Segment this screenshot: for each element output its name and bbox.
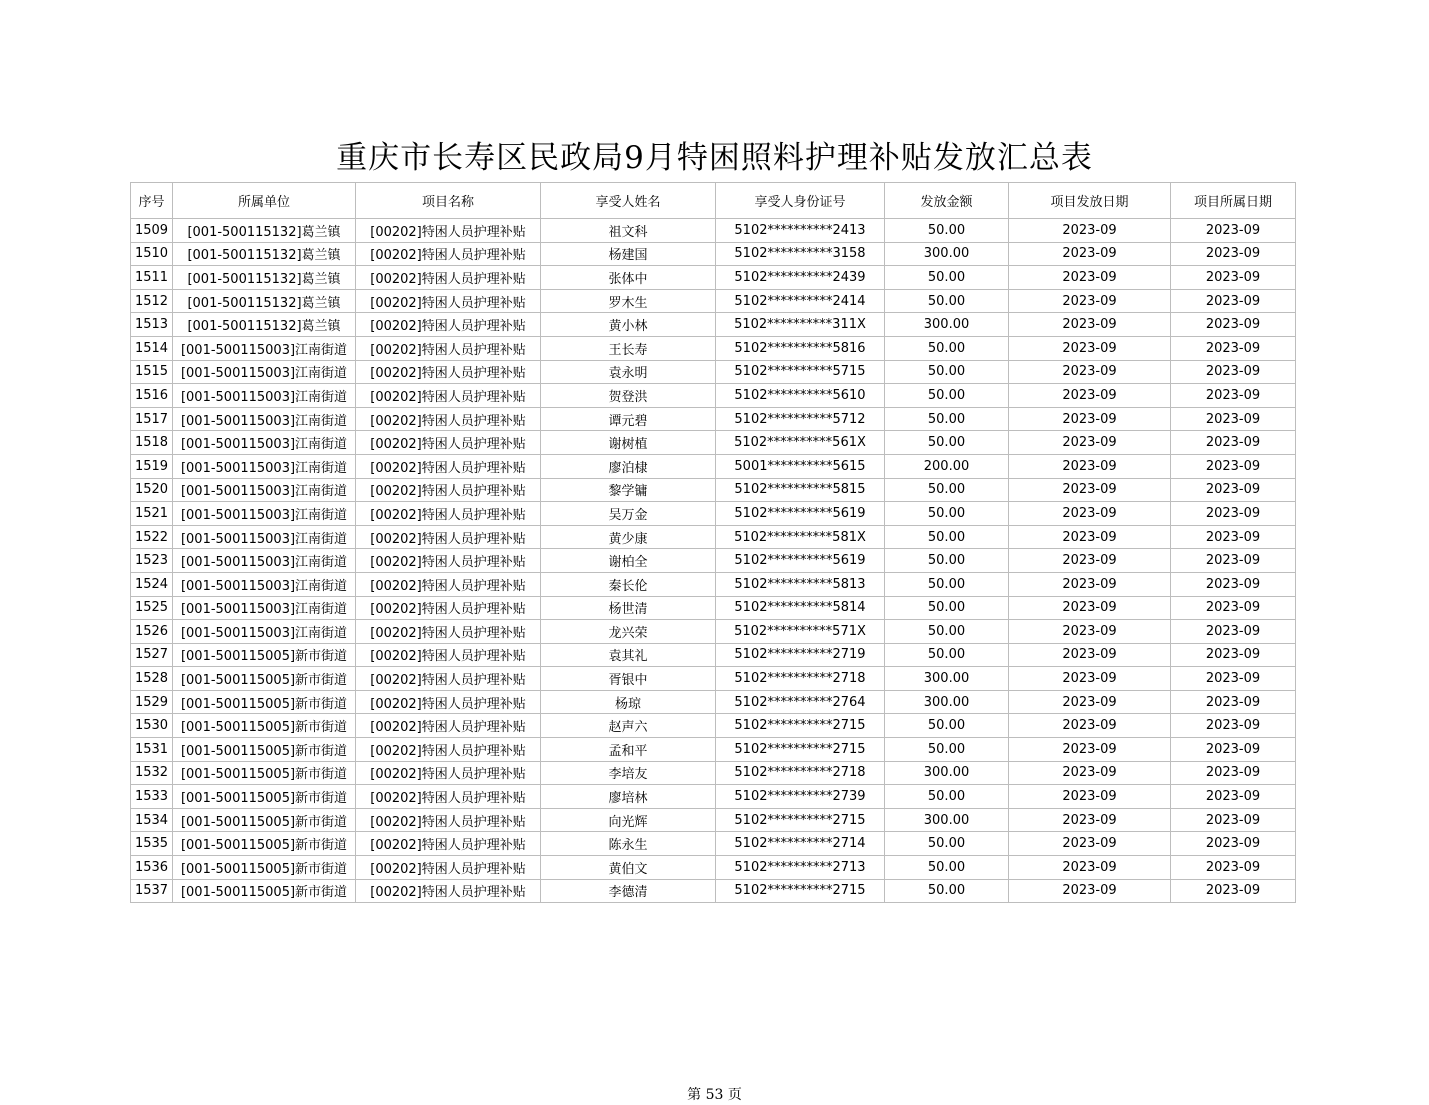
issue-date-cell: 2023-09 [1009, 879, 1171, 903]
row-index: 1524 [131, 572, 173, 596]
project-cell: [00202]特困人员护理补贴 [356, 478, 541, 502]
id-number-cell: 5102**********5815 [716, 478, 885, 502]
period-date-cell: 2023-09 [1171, 832, 1296, 856]
table-body [131, 219, 1296, 903]
col-header-index: 序号 [131, 183, 173, 219]
amount-cell: 300.00 [885, 761, 1009, 785]
amount-cell: 300.00 [885, 808, 1009, 832]
table-row [131, 738, 1296, 762]
project-cell: [00202]特困人员护理补贴 [356, 360, 541, 384]
id-number-cell: 5102**********5619 [716, 549, 885, 573]
amount-cell: 300.00 [885, 313, 1009, 337]
recipient-name-cell: 谭元碧 [541, 407, 716, 431]
subsidy-table [130, 182, 1296, 903]
unit-cell: [001-500115003]江南街道 [173, 572, 356, 596]
issue-date-cell: 2023-09 [1009, 761, 1171, 785]
unit-cell: [001-500115132]葛兰镇 [173, 289, 356, 313]
recipient-name-cell: 祖文科 [541, 219, 716, 243]
period-date-cell: 2023-09 [1171, 549, 1296, 573]
table-row [131, 549, 1296, 573]
unit-cell: [001-500115005]新市街道 [173, 643, 356, 667]
recipient-name-cell: 谢柏全 [541, 549, 716, 573]
period-date-cell: 2023-09 [1171, 785, 1296, 809]
col-header-amount: 发放金额 [885, 183, 1009, 219]
project-cell: [00202]特困人员护理补贴 [356, 454, 541, 478]
amount-cell: 50.00 [885, 478, 1009, 502]
issue-date-cell: 2023-09 [1009, 289, 1171, 313]
row-index: 1514 [131, 336, 173, 360]
amount-cell: 50.00 [885, 407, 1009, 431]
id-number-cell: 5102**********571X [716, 620, 885, 644]
project-cell: [00202]特困人员护理补贴 [356, 785, 541, 809]
id-number-cell: 5102**********3158 [716, 242, 885, 266]
recipient-name-cell: 贺登洪 [541, 384, 716, 408]
col-header-period-date: 项目所属日期 [1171, 183, 1296, 219]
table-row [131, 832, 1296, 856]
table-row [131, 360, 1296, 384]
period-date-cell: 2023-09 [1171, 266, 1296, 290]
project-cell: [00202]特困人员护理补贴 [356, 525, 541, 549]
row-index: 1513 [131, 313, 173, 337]
issue-date-cell: 2023-09 [1009, 360, 1171, 384]
table-row [131, 407, 1296, 431]
row-index: 1534 [131, 808, 173, 832]
project-cell: [00202]特困人员护理补贴 [356, 596, 541, 620]
project-cell: [00202]特困人员护理补贴 [356, 502, 541, 526]
issue-date-cell: 2023-09 [1009, 808, 1171, 832]
row-index: 1537 [131, 879, 173, 903]
table-row [131, 525, 1296, 549]
recipient-name-cell: 秦长伦 [541, 572, 716, 596]
issue-date-cell: 2023-09 [1009, 454, 1171, 478]
id-number-cell: 5102**********5712 [716, 407, 885, 431]
row-index: 1528 [131, 667, 173, 691]
amount-cell: 50.00 [885, 502, 1009, 526]
id-number-cell: 5102**********2714 [716, 832, 885, 856]
issue-date-cell: 2023-09 [1009, 219, 1171, 243]
issue-date-cell: 2023-09 [1009, 431, 1171, 455]
unit-cell: [001-500115003]江南街道 [173, 549, 356, 573]
project-cell: [00202]特困人员护理补贴 [356, 690, 541, 714]
project-cell: [00202]特困人员护理补贴 [356, 856, 541, 880]
table-row [131, 808, 1296, 832]
id-number-cell: 5102**********2739 [716, 785, 885, 809]
amount-cell: 50.00 [885, 832, 1009, 856]
project-cell: [00202]特困人员护理补贴 [356, 667, 541, 691]
unit-cell: [001-500115005]新市街道 [173, 832, 356, 856]
row-index: 1525 [131, 596, 173, 620]
amount-cell: 50.00 [885, 643, 1009, 667]
row-index: 1511 [131, 266, 173, 290]
project-cell: [00202]特困人员护理补贴 [356, 879, 541, 903]
amount-cell: 50.00 [885, 596, 1009, 620]
table-header-row [131, 183, 1296, 219]
recipient-name-cell: 孟和平 [541, 738, 716, 762]
issue-date-cell: 2023-09 [1009, 242, 1171, 266]
period-date-cell: 2023-09 [1171, 808, 1296, 832]
amount-cell: 50.00 [885, 336, 1009, 360]
unit-cell: [001-500115132]葛兰镇 [173, 242, 356, 266]
table-row [131, 761, 1296, 785]
row-index: 1526 [131, 620, 173, 644]
row-index: 1533 [131, 785, 173, 809]
project-cell: [00202]特困人员护理补贴 [356, 289, 541, 313]
recipient-name-cell: 赵声六 [541, 714, 716, 738]
unit-cell: [001-500115003]江南街道 [173, 525, 356, 549]
id-number-cell: 5102**********2718 [716, 761, 885, 785]
amount-cell: 50.00 [885, 856, 1009, 880]
issue-date-cell: 2023-09 [1009, 738, 1171, 762]
project-cell: [00202]特困人员护理补贴 [356, 431, 541, 455]
recipient-name-cell: 李培友 [541, 761, 716, 785]
unit-cell: [001-500115003]江南街道 [173, 336, 356, 360]
row-index: 1510 [131, 242, 173, 266]
recipient-name-cell: 袁永明 [541, 360, 716, 384]
id-number-cell: 5102**********2719 [716, 643, 885, 667]
id-number-cell: 5102**********5610 [716, 384, 885, 408]
unit-cell: [001-500115005]新市街道 [173, 785, 356, 809]
period-date-cell: 2023-09 [1171, 761, 1296, 785]
recipient-name-cell: 陈永生 [541, 832, 716, 856]
issue-date-cell: 2023-09 [1009, 313, 1171, 337]
row-index: 1519 [131, 454, 173, 478]
id-number-cell: 5102**********2715 [716, 808, 885, 832]
issue-date-cell: 2023-09 [1009, 856, 1171, 880]
row-index: 1536 [131, 856, 173, 880]
amount-cell: 50.00 [885, 549, 1009, 573]
issue-date-cell: 2023-09 [1009, 407, 1171, 431]
col-header-issue-date: 项目发放日期 [1009, 183, 1171, 219]
recipient-name-cell: 李德清 [541, 879, 716, 903]
unit-cell: [001-500115132]葛兰镇 [173, 266, 356, 290]
period-date-cell: 2023-09 [1171, 643, 1296, 667]
table-row [131, 620, 1296, 644]
unit-cell: [001-500115003]江南街道 [173, 596, 356, 620]
issue-date-cell: 2023-09 [1009, 572, 1171, 596]
period-date-cell: 2023-09 [1171, 738, 1296, 762]
table-row [131, 289, 1296, 313]
issue-date-cell: 2023-09 [1009, 502, 1171, 526]
amount-cell: 50.00 [885, 289, 1009, 313]
row-index: 1529 [131, 690, 173, 714]
project-cell: [00202]特困人员护理补贴 [356, 549, 541, 573]
issue-date-cell: 2023-09 [1009, 667, 1171, 691]
recipient-name-cell: 罗木生 [541, 289, 716, 313]
id-number-cell: 5102**********2413 [716, 219, 885, 243]
amount-cell: 50.00 [885, 714, 1009, 738]
table-row [131, 690, 1296, 714]
table-row [131, 266, 1296, 290]
table-row [131, 879, 1296, 903]
row-index: 1531 [131, 738, 173, 762]
unit-cell: [001-500115132]葛兰镇 [173, 313, 356, 337]
unit-cell: [001-500115005]新市街道 [173, 714, 356, 738]
project-cell: [00202]特困人员护理补贴 [356, 219, 541, 243]
period-date-cell: 2023-09 [1171, 714, 1296, 738]
issue-date-cell: 2023-09 [1009, 549, 1171, 573]
col-header-recipient-name: 享受人姓名 [541, 183, 716, 219]
project-cell: [00202]特困人员护理补贴 [356, 313, 541, 337]
project-cell: [00202]特困人员护理补贴 [356, 620, 541, 644]
unit-cell: [001-500115003]江南街道 [173, 620, 356, 644]
amount-cell: 50.00 [885, 384, 1009, 408]
issue-date-cell: 2023-09 [1009, 643, 1171, 667]
period-date-cell: 2023-09 [1171, 502, 1296, 526]
issue-date-cell: 2023-09 [1009, 690, 1171, 714]
project-cell: [00202]特困人员护理补贴 [356, 242, 541, 266]
col-header-unit: 所属单位 [173, 183, 356, 219]
row-index: 1530 [131, 714, 173, 738]
period-date-cell: 2023-09 [1171, 690, 1296, 714]
id-number-cell: 5102**********581X [716, 525, 885, 549]
table-row [131, 384, 1296, 408]
amount-cell: 200.00 [885, 454, 1009, 478]
project-cell: [00202]特困人员护理补贴 [356, 384, 541, 408]
id-number-cell: 5102**********2764 [716, 690, 885, 714]
row-index: 1512 [131, 289, 173, 313]
row-index: 1517 [131, 407, 173, 431]
id-number-cell: 5102**********561X [716, 431, 885, 455]
issue-date-cell: 2023-09 [1009, 384, 1171, 408]
document-title: 重庆市长寿区民政局9月特困照料护理补贴发放汇总表 [336, 140, 1093, 176]
id-number-cell: 5102**********5715 [716, 360, 885, 384]
project-cell: [00202]特困人员护理补贴 [356, 761, 541, 785]
unit-cell: [001-500115005]新市街道 [173, 690, 356, 714]
col-header-id-number: 享受人身份证号 [716, 183, 885, 219]
amount-cell: 300.00 [885, 242, 1009, 266]
amount-cell: 300.00 [885, 690, 1009, 714]
amount-cell: 50.00 [885, 266, 1009, 290]
recipient-name-cell: 袁其礼 [541, 643, 716, 667]
amount-cell: 50.00 [885, 572, 1009, 596]
id-number-cell: 5102**********2715 [716, 879, 885, 903]
unit-cell: [001-500115003]江南街道 [173, 384, 356, 408]
table-row [131, 667, 1296, 691]
period-date-cell: 2023-09 [1171, 620, 1296, 644]
unit-cell: [001-500115003]江南街道 [173, 478, 356, 502]
amount-cell: 50.00 [885, 879, 1009, 903]
project-cell: [00202]特困人员护理补贴 [356, 572, 541, 596]
amount-cell: 50.00 [885, 219, 1009, 243]
id-number-cell: 5001**********5615 [716, 454, 885, 478]
recipient-name-cell: 向光辉 [541, 808, 716, 832]
table-row [131, 714, 1296, 738]
period-date-cell: 2023-09 [1171, 431, 1296, 455]
id-number-cell: 5102**********2439 [716, 266, 885, 290]
recipient-name-cell: 黄少康 [541, 525, 716, 549]
issue-date-cell: 2023-09 [1009, 525, 1171, 549]
id-number-cell: 5102**********2718 [716, 667, 885, 691]
row-index: 1527 [131, 643, 173, 667]
recipient-name-cell: 廖培林 [541, 785, 716, 809]
period-date-cell: 2023-09 [1171, 313, 1296, 337]
row-index: 1521 [131, 502, 173, 526]
period-date-cell: 2023-09 [1171, 336, 1296, 360]
unit-cell: [001-500115005]新市街道 [173, 879, 356, 903]
recipient-name-cell: 谢树植 [541, 431, 716, 455]
recipient-name-cell: 王长寿 [541, 336, 716, 360]
issue-date-cell: 2023-09 [1009, 832, 1171, 856]
amount-cell: 50.00 [885, 738, 1009, 762]
id-number-cell: 5102**********2713 [716, 856, 885, 880]
amount-cell: 300.00 [885, 667, 1009, 691]
period-date-cell: 2023-09 [1171, 219, 1296, 243]
period-date-cell: 2023-09 [1171, 879, 1296, 903]
recipient-name-cell: 黄伯文 [541, 856, 716, 880]
project-cell: [00202]特困人员护理补贴 [356, 808, 541, 832]
period-date-cell: 2023-09 [1171, 384, 1296, 408]
row-index: 1520 [131, 478, 173, 502]
recipient-name-cell: 杨建国 [541, 242, 716, 266]
table-row [131, 431, 1296, 455]
amount-cell: 50.00 [885, 431, 1009, 455]
period-date-cell: 2023-09 [1171, 360, 1296, 384]
recipient-name-cell: 杨世清 [541, 596, 716, 620]
row-index: 1522 [131, 525, 173, 549]
amount-cell: 50.00 [885, 620, 1009, 644]
table-row [131, 478, 1296, 502]
table-row [131, 596, 1296, 620]
id-number-cell: 5102**********2414 [716, 289, 885, 313]
unit-cell: [001-500115005]新市街道 [173, 808, 356, 832]
unit-cell: [001-500115005]新市街道 [173, 738, 356, 762]
recipient-name-cell: 吴万金 [541, 502, 716, 526]
unit-cell: [001-500115003]江南街道 [173, 502, 356, 526]
row-index: 1515 [131, 360, 173, 384]
col-header-project: 项目名称 [356, 183, 541, 219]
row-index: 1532 [131, 761, 173, 785]
project-cell: [00202]特困人员护理补贴 [356, 336, 541, 360]
project-cell: [00202]特困人员护理补贴 [356, 266, 541, 290]
id-number-cell: 5102**********5619 [716, 502, 885, 526]
unit-cell: [001-500115005]新市街道 [173, 856, 356, 880]
recipient-name-cell: 黄小林 [541, 313, 716, 337]
unit-cell: [001-500115003]江南街道 [173, 454, 356, 478]
recipient-name-cell: 廖泊棣 [541, 454, 716, 478]
recipient-name-cell: 张体中 [541, 266, 716, 290]
issue-date-cell: 2023-09 [1009, 785, 1171, 809]
table-row [131, 219, 1296, 243]
row-index: 1535 [131, 832, 173, 856]
unit-cell: [001-500115003]江南街道 [173, 431, 356, 455]
period-date-cell: 2023-09 [1171, 667, 1296, 691]
page-number: 第 53 页 [687, 1087, 742, 1103]
period-date-cell: 2023-09 [1171, 407, 1296, 431]
id-number-cell: 5102**********5813 [716, 572, 885, 596]
row-index: 1516 [131, 384, 173, 408]
row-index: 1509 [131, 219, 173, 243]
issue-date-cell: 2023-09 [1009, 266, 1171, 290]
table-row [131, 502, 1296, 526]
unit-cell: [001-500115003]江南街道 [173, 360, 356, 384]
row-index: 1523 [131, 549, 173, 573]
unit-cell: [001-500115003]江南街道 [173, 407, 356, 431]
issue-date-cell: 2023-09 [1009, 596, 1171, 620]
table-row [131, 313, 1296, 337]
amount-cell: 50.00 [885, 525, 1009, 549]
period-date-cell: 2023-09 [1171, 242, 1296, 266]
row-index: 1518 [131, 431, 173, 455]
amount-cell: 50.00 [885, 785, 1009, 809]
table-row [131, 572, 1296, 596]
table-row [131, 643, 1296, 667]
id-number-cell: 5102**********5816 [716, 336, 885, 360]
period-date-cell: 2023-09 [1171, 572, 1296, 596]
id-number-cell: 5102**********2715 [716, 738, 885, 762]
table-row [131, 856, 1296, 880]
recipient-name-cell: 杨琼 [541, 690, 716, 714]
period-date-cell: 2023-09 [1171, 596, 1296, 620]
issue-date-cell: 2023-09 [1009, 478, 1171, 502]
issue-date-cell: 2023-09 [1009, 714, 1171, 738]
period-date-cell: 2023-09 [1171, 478, 1296, 502]
period-date-cell: 2023-09 [1171, 856, 1296, 880]
table-row [131, 242, 1296, 266]
project-cell: [00202]特困人员护理补贴 [356, 714, 541, 738]
id-number-cell: 5102**********311X [716, 313, 885, 337]
unit-cell: [001-500115005]新市街道 [173, 761, 356, 785]
period-date-cell: 2023-09 [1171, 525, 1296, 549]
id-number-cell: 5102**********5814 [716, 596, 885, 620]
unit-cell: [001-500115005]新市街道 [173, 667, 356, 691]
recipient-name-cell: 胥银中 [541, 667, 716, 691]
unit-cell: [001-500115132]葛兰镇 [173, 219, 356, 243]
issue-date-cell: 2023-09 [1009, 336, 1171, 360]
project-cell: [00202]特困人员护理补贴 [356, 832, 541, 856]
issue-date-cell: 2023-09 [1009, 620, 1171, 644]
project-cell: [00202]特困人员护理补贴 [356, 738, 541, 762]
table-row [131, 336, 1296, 360]
amount-cell: 50.00 [885, 360, 1009, 384]
id-number-cell: 5102**********2715 [716, 714, 885, 738]
recipient-name-cell: 龙兴荣 [541, 620, 716, 644]
period-date-cell: 2023-09 [1171, 289, 1296, 313]
table-row [131, 785, 1296, 809]
project-cell: [00202]特困人员护理补贴 [356, 407, 541, 431]
recipient-name-cell: 黎学镛 [541, 478, 716, 502]
table-row [131, 454, 1296, 478]
project-cell: [00202]特困人员护理补贴 [356, 643, 541, 667]
period-date-cell: 2023-09 [1171, 454, 1296, 478]
